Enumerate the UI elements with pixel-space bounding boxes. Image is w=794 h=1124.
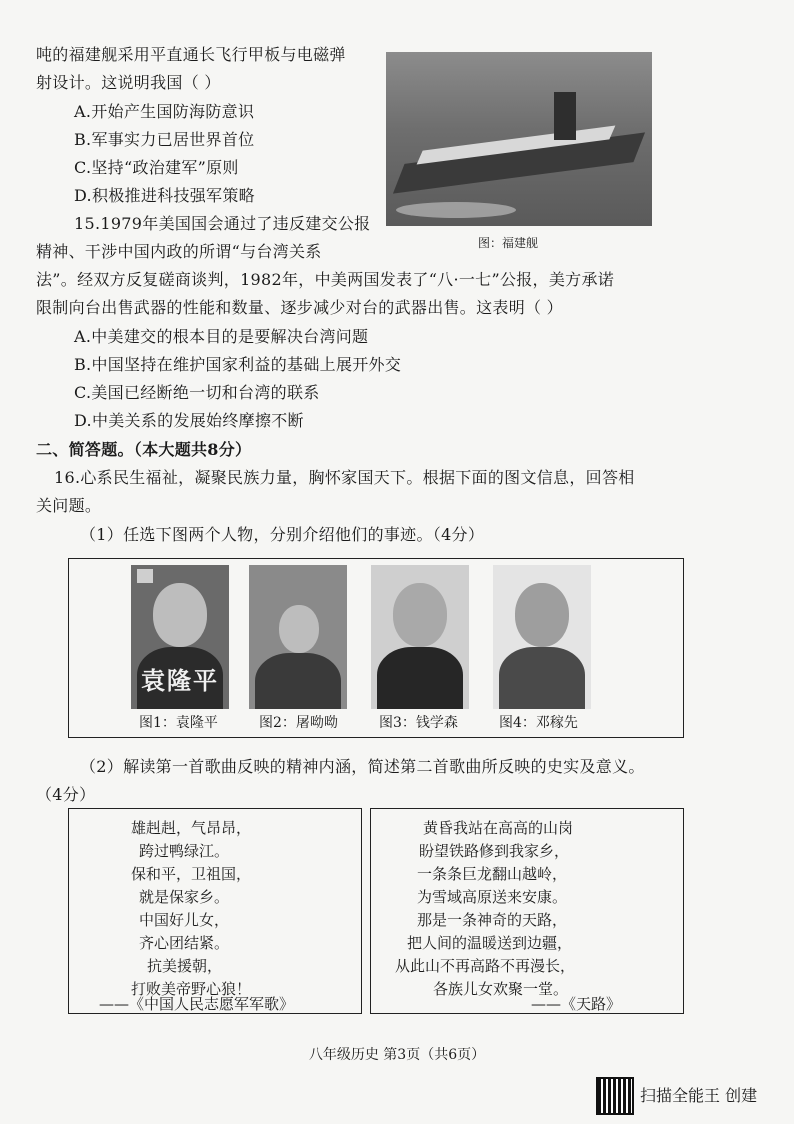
song-source: ——《中国人民志愿军军歌》 <box>99 995 295 1013</box>
portrait-tu-youyou <box>249 565 347 709</box>
song-line: 把人间的温暖送到边疆， <box>407 934 573 952</box>
q16-line: 16.心系民生福祉，凝聚民族力量，胸怀家国天下。根据下面的图文信息，回答相 <box>54 468 635 487</box>
song-line: 从此山不再高路不再漫长， <box>395 957 576 975</box>
song-box-2 <box>370 808 684 1014</box>
q15-option-d: D.中美关系的发展始终摩擦不断 <box>74 411 304 430</box>
q14-option-b: B.军事实力已居世界首位 <box>74 130 255 149</box>
song-line: 黄昏我站在高高的山岗 <box>423 819 574 837</box>
image-caption: 图：福建舰 <box>478 236 539 250</box>
song-line: 雄赳赳，气昂昂， <box>131 819 252 837</box>
portrait-caption-1: 图1：袁隆平 <box>139 715 218 731</box>
song-line: 为雪域高原送来安康。 <box>417 888 568 906</box>
song-line: 齐心团结紧。 <box>139 934 230 952</box>
q15-option-c: C.美国已经断绝一切和台湾的联系 <box>74 383 320 402</box>
song-line: 各族儿女欢聚一堂。 <box>433 980 569 998</box>
q14-line: 射设计。这说明我国（ ） <box>36 73 221 92</box>
portrait-panel <box>68 558 684 738</box>
song-line: 盼望铁路修到我家乡， <box>419 842 570 860</box>
q15-option-b: B.中国坚持在维护国家利益的基础上展开外交 <box>74 355 402 374</box>
song-line: 那是一条神奇的天路， <box>417 911 568 929</box>
song-line: 就是保家乡。 <box>139 888 230 906</box>
song-source: ——《天路》 <box>531 995 622 1013</box>
q14-line: 吨的福建舰采用平直通长飞行甲板与电磁弹 <box>36 45 346 64</box>
scanner-watermark: 扫描全能王 创建 <box>640 1086 758 1105</box>
q16-line: 关问题。 <box>36 496 102 515</box>
q16-sub2: （2）解读第一首歌曲反映的精神内涵，简述第二首歌曲所反映的史实及意义。 <box>80 757 645 776</box>
q15-option-a: A.中美建交的根本目的是要解决台湾问题 <box>74 327 369 346</box>
q15-line: 15.1979年美国国会通过了违反建交公报 <box>74 214 371 233</box>
song-line: 抗美援朝， <box>147 957 223 975</box>
qr-code-icon <box>596 1077 634 1115</box>
portrait-qian-xuesen <box>371 565 469 709</box>
q15-line: 精神、干涉中国内政的所谓“与台湾关系 <box>36 242 322 261</box>
song-line: 中国好儿女， <box>139 911 230 929</box>
q14-option-c: C.坚持“政治建军”原则 <box>74 158 239 177</box>
song-line: 打败美帝野心狼！ <box>131 980 252 998</box>
q15-line: 法”。经双方反复磋商谈判，1982年，中美两国发表了“八·一七”公报，美方承诺 <box>36 270 615 289</box>
song-box-1 <box>68 808 362 1014</box>
song-line: 一条条巨龙翻山越岭， <box>417 865 568 883</box>
song-line: 保和平，卫祖国， <box>131 865 252 883</box>
q14-option-a: A.开始产生国防海防意识 <box>74 102 255 121</box>
aircraft-carrier-photo <box>386 52 652 226</box>
portrait-yuan-longping: 袁隆平 <box>131 565 229 709</box>
q16-sub2: （4分） <box>36 785 96 804</box>
portrait-caption-2: 图2：屠呦呦 <box>259 715 338 731</box>
portrait-deng-jiaxian <box>493 565 591 709</box>
q16-sub1: （1）任选下图两个人物，分别介绍他们的事迹。（4分） <box>80 525 485 544</box>
song-line: 跨过鸭绿江。 <box>139 842 230 860</box>
portrait-caption-3: 图3：钱学森 <box>379 715 458 731</box>
section-heading: 二、简答题。（本大题共8分） <box>36 440 252 459</box>
portrait-caption-4: 图4：邓稼先 <box>499 715 578 731</box>
page-footer: 八年级历史 第3页（共6页） <box>308 1047 486 1063</box>
q15-line: 限制向台出售武器的性能和数量、逐步减少对台的武器出售。这表明（ ） <box>36 298 563 317</box>
q14-option-d: D.积极推进科技强军策略 <box>74 186 255 205</box>
